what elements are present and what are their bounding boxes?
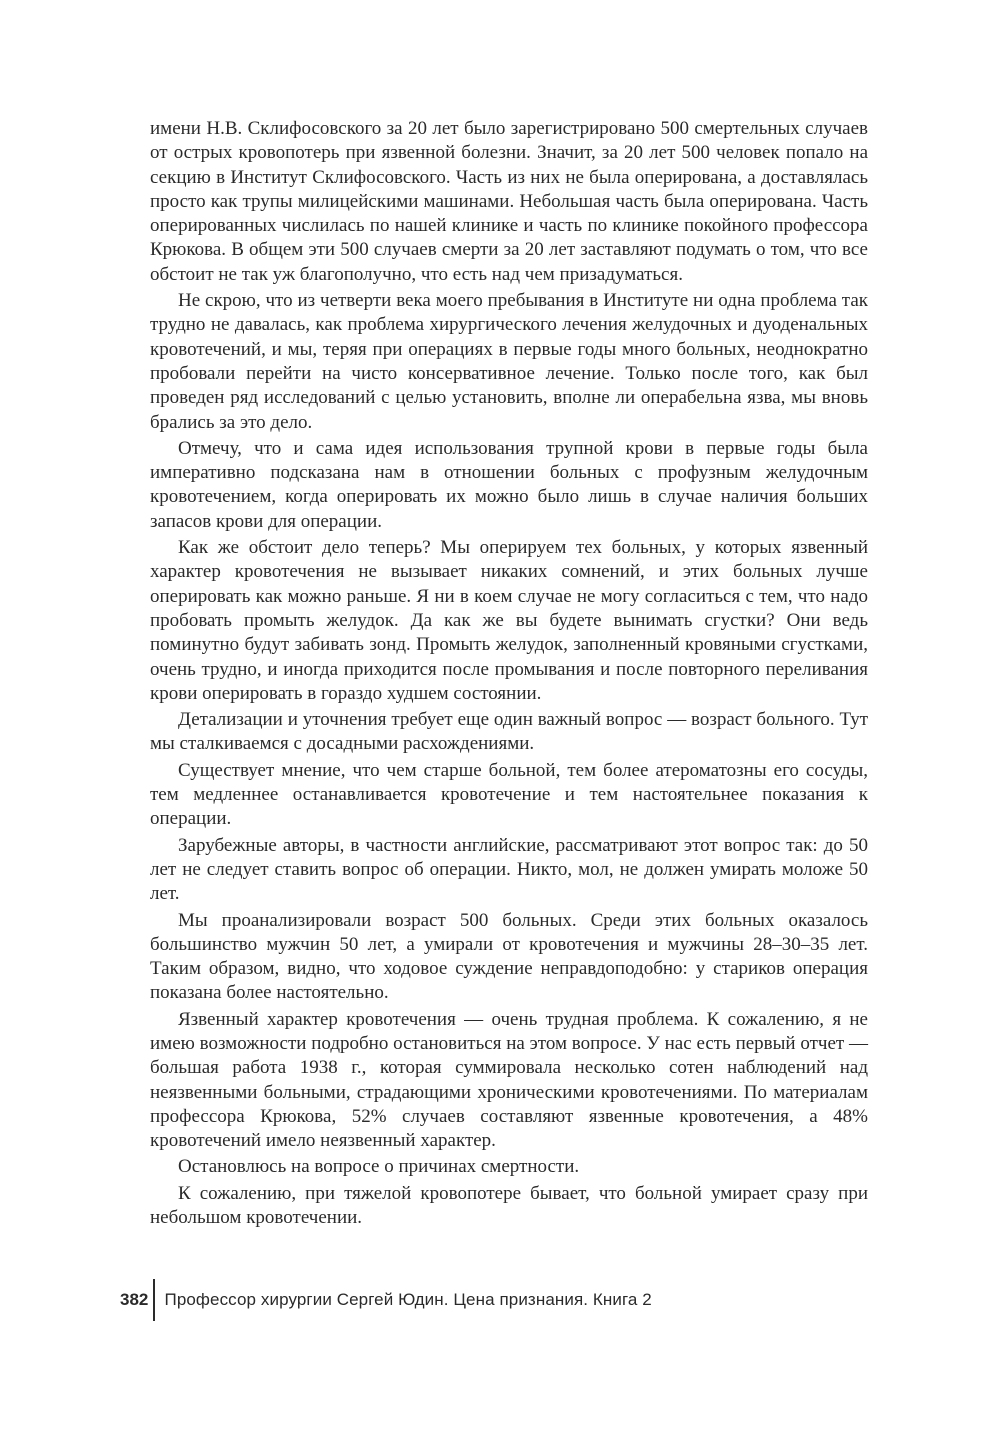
paragraph: Не скрою, что из четверти века моего пребывания в Институте ни одна проблема так трудно не давалась, как проблема хирургического лечения желудочных и дуоденальных кровотечений, и мы, теряя при операциях в первые годы много больных, неоднократно пробовали перейти на чисто консервативное лечение. Только после того, как был проведен ряд исследований с целью установить, вполне ли операбельна язва, мы вновь брались за это дело. (150, 290, 868, 433)
paragraph: Мы проанализировали возраст 500 больных. Среди этих больных оказалось большинство мужчин 50 лет, а умирали от кровотечения и мужчины 28–30–35 лет. Таким образом, видно, что ходовое суждение неправдоподобно: у стариков операция показана более настоятельно. (150, 909, 868, 1004)
paragraph: имени Н.В. Склифосовского за 20 лет было зарегистрировано 500 смертельных случаев от острых кровопотерь при язвенной болезни. Значит, за 20 лет 500 человек попало на секцию в Институт Склифосовского. Часть из них не была оперирована, а доставлялась просто как трупы милицейскими машинами. Небольшая часть была оперирована. Часть оперированных числилась по нашей клинике и часть по клинике покойного профессора Крюкова. В общем эти 500 случаев смерти за 20 лет заставляют подумать о том, что все обстоит не так уж благополучно, что есть над чем призадуматься. (150, 118, 868, 285)
paragraph: Отмечу, что и сама идея использования трупной крови в первые годы была императивно подсказана нам в отношении больных с профузным желудочным кровотечением, когда оперировать их можно было лишь в случае наличия больших запасов крови для операции. (150, 437, 868, 532)
footer-divider (153, 1279, 155, 1321)
page-footer (120, 1279, 652, 1321)
paragraph: К сожалению, при тяжелой кровопотере бывает, что больной умирает сразу при небольшом кровотечении. (150, 1182, 868, 1229)
body-text (150, 117, 868, 1230)
running-title: Профессор хирургии Сергей Юдин. Цена признания. Книга 2 (164, 1290, 652, 1309)
paragraph: Зарубежные авторы, в частности английские, рассматривают этот вопрос так: до 50 лет не следует ставить вопрос об операции. Никто, мол, не должен умирать моложе 50 лет. (150, 834, 868, 905)
page-number: 382 (120, 1290, 149, 1309)
paragraph: Остановлюсь на вопросе о причинах смертности. (178, 1156, 580, 1178)
paragraph: Язвенный характер кровотечения — очень трудная проблема. К сожалению, я не имею возможности подробно остановиться на этом вопросе. У нас есть первый отчет — большая работа 1938 г., которая суммировала несколько сотен наблюдений над неязвенными больными, страдающими хроническими кровотечениями. По материалам профессора Крюкова, 52% случаев составляют язвенные кровотечения, а 48% кровотечений имело неязвенный характер. (150, 1008, 868, 1152)
paragraph: Детализации и уточнения требует еще один важный вопрос — возраст больного. Тут мы сталкиваемся с досадными расхождениями. (150, 709, 868, 755)
paragraph: Существует мнение, что чем старше больной, тем более атероматозны его сосуды, тем медленнее останавливается кровотечение и тем настоятельнее показания к операции. (150, 759, 868, 830)
paragraph: Как же обстоит дело теперь? Мы оперируем тех больных, у которых язвенный характер кровотечения не вызывает никаких сомнений, и этих больных лучше оперировать как можно раньше. Я ни в коем случае не могу согласиться с тем, что надо пробовать промыть желудок. Да как же вы будете вынимать сгустки? Они ведь поминутно будут забивать зонд. Промыть желудок, заполненный кровяными сгустками, очень трудно, и иногда приходится после промывания и после повторного переливания крови оперировать в гораздо худшем состоянии. (150, 537, 868, 704)
